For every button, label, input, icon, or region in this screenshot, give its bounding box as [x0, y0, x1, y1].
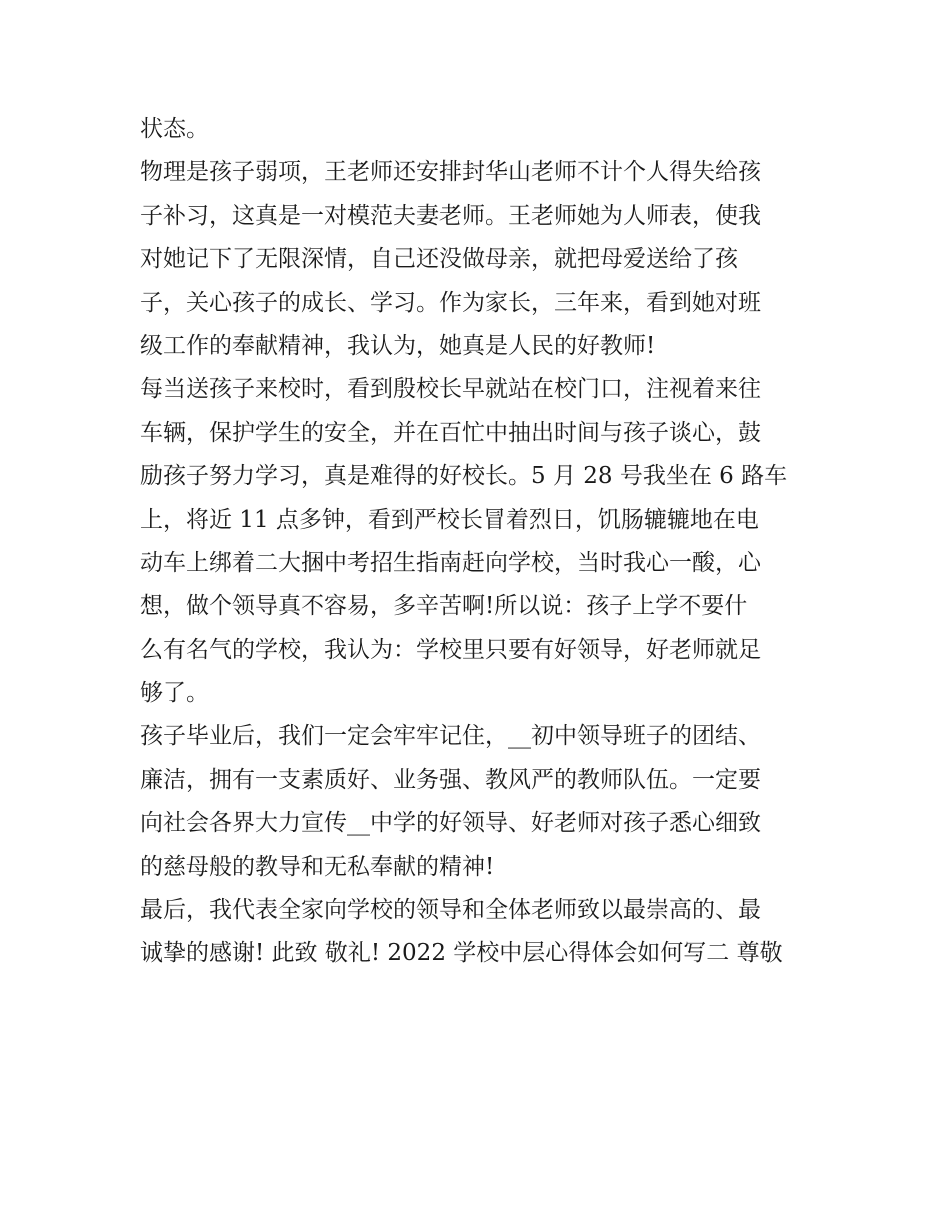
document-body — [140, 108, 820, 976]
text-line: 动车上绑着二大捆中考招生指南赶向学校，当时我心一酸，心 — [140, 549, 761, 576]
text-line: 诚挚的感谢! 此致 敬礼! 2022 学校中层心得体会如何写二 尊敬 — [140, 940, 783, 967]
text-line: 每当送孩子来校时，看到殷校长早就站在校门口，注视着来往 — [140, 376, 761, 403]
text-line: 状态。 — [140, 116, 209, 142]
text-line: 级工作的奉献精神，我认为，她真是人民的好教师! — [140, 332, 656, 359]
text-line: 励孩子努力学习，真是难得的好校长。5 月 28 号我坐在 6 路车 — [140, 463, 788, 490]
text-line: 最后，我代表全家向学校的领导和全体老师致以最崇高的、最 — [140, 897, 761, 924]
text-line: 的慈母般的教导和无私奉献的精神! — [140, 853, 495, 880]
text-line: 够了。 — [140, 680, 209, 707]
text-line: 孩子毕业后，我们一定会牢牢记住，__初中领导班子的团结、 — [140, 723, 761, 750]
text-line: 想，做个领导真不容易，多辛苦啊!所以说：孩子上学不要什 — [140, 593, 748, 620]
text-line: 上，将近 11 点多钟，看到严校长冒着烈日，饥肠辘辘地在电 — [140, 506, 759, 533]
text-line: 廉洁，拥有一支素质好、业务强、教风严的教师队伍。一定要 — [140, 766, 761, 793]
text-line: 子，关心孩子的成长、学习。作为家长，三年来，看到她对班 — [140, 289, 761, 316]
text-line: 对她记下了无限深情，自己还没做母亲，就把母爱送给了孩 — [140, 246, 738, 273]
text-line: 车辆，保护学生的安全，并在百忙中抽出时间与孩子谈心，鼓 — [140, 419, 761, 446]
text-line: 么有名气的学校，我认为：学校里只要有好领导，好老师就足 — [140, 636, 761, 663]
text-line: 子补习，这真是一对模范夫妻老师。王老师她为人师表，使我 — [140, 202, 761, 229]
text-line: 向社会各界大力宣传__中学的好领导、好老师对孩子悉心细致 — [140, 810, 761, 837]
text-line: 物理是孩子弱项，王老师还安排封华山老师不计个人得失给孩 — [140, 159, 761, 186]
